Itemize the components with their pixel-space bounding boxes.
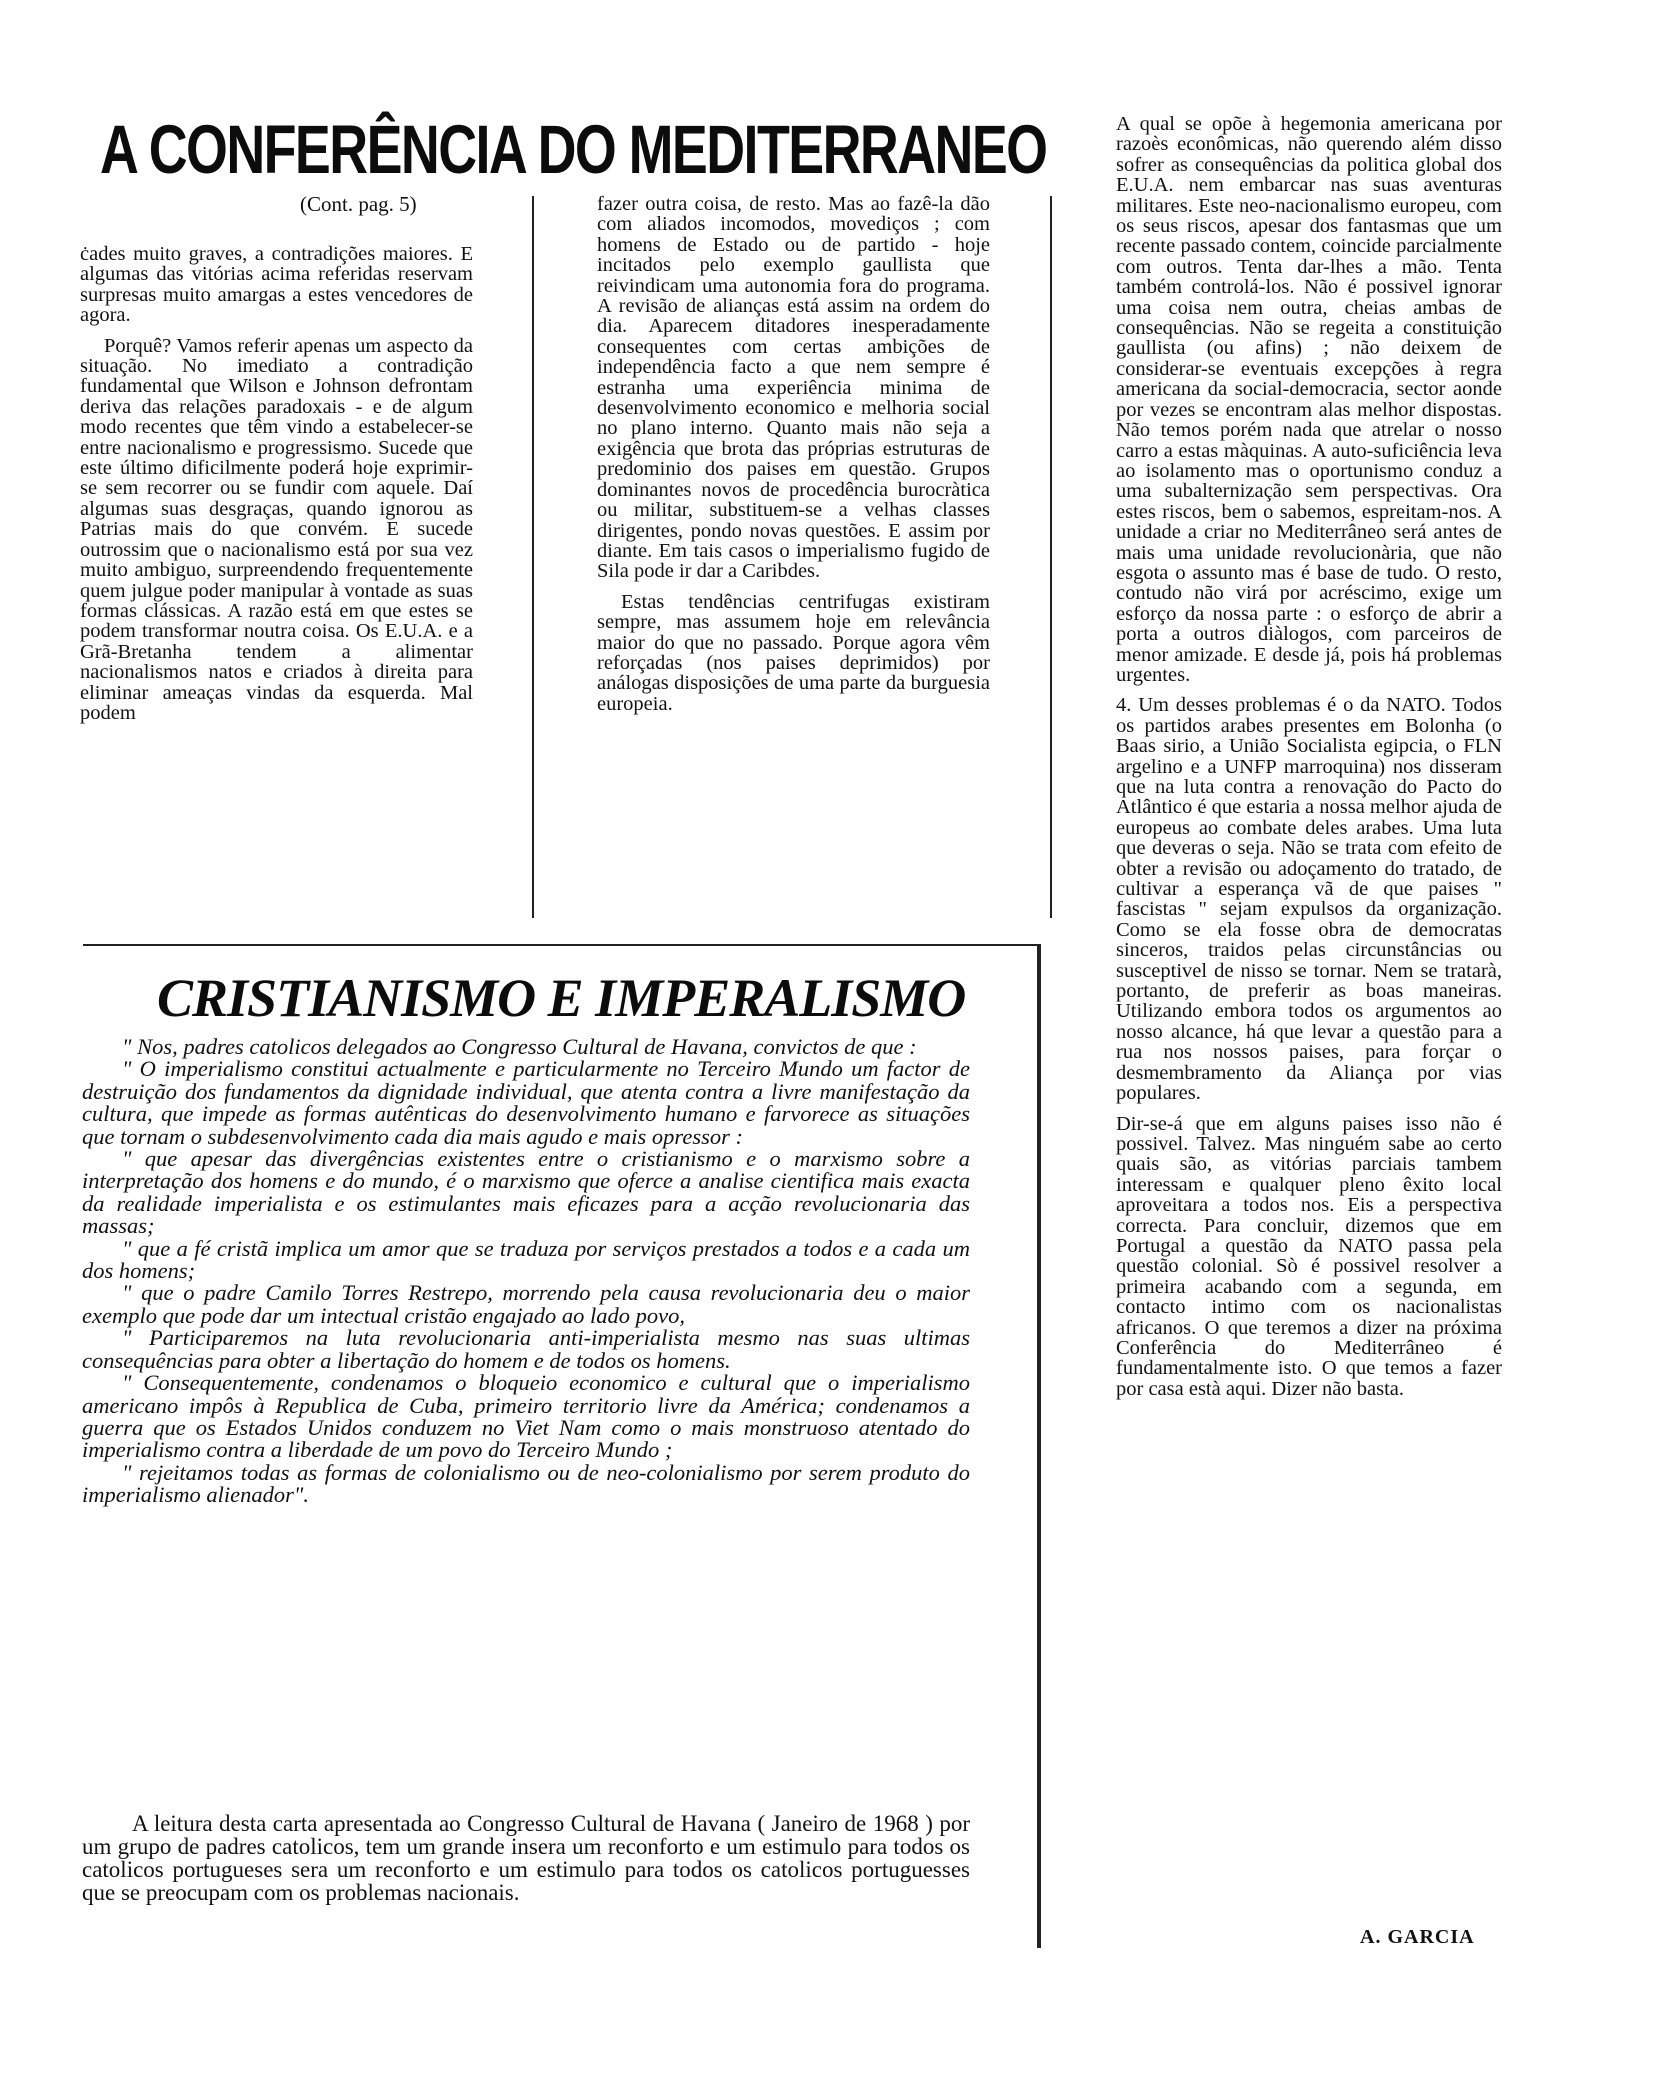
closing-text <box>82 1812 970 1904</box>
article-title: A CONFERÊNCIA DO MEDITERRANEO <box>100 111 1047 188</box>
quote-paragraph: " que o padre Camilo Torres Restrepo, morrendo pela causa revolucionaria deu o maior exemplo que pode dar um intectual cristão engajado ao lado povo, <box>82 1280 970 1328</box>
quote-paragraph: " O imperialismo constitui actualmente e particularmente no Terceiro Mundo um factor de destruição dos fundamentos da dignidade individual, que atenta contra a livre manifestação da cultura, que impede as formas autênticas do desenvolvimento humano e farvorece as situações que tornam o subdesenvolvimento cada dia mais agudo e mais opressor : <box>82 1056 970 1149</box>
paragraph: fazer outra coisa, de resto. Mas ao fazê-la dão com aliados incomodos, movediços ; com homens de Estado ou de partido - hoje incitados pelo exemplo gaullista que reivindicam uma autonomia fora do programa. A revisão de alianças está assim na ordem do dia. Aparecem ditadores inesperadamente consequentes com certas ambições de independência facto a que nem sempre é estranha uma experiência minima de desenvolvimento economico e melhoria social no plano interno. Quanto mais não seja a exigência que brota das próprias estruturas de predominio dos paises em questão. Grupos dominantes novos de procedência burocràtica ou militar, substituem-se a velhas classes dirigentes, pondo novas questões. E assim por diante. Em tais casos o imperialismo fugido de Sila pode ir dar a Caribdes. <box>597 193 990 583</box>
author-signature: A. GARCIA <box>1360 1926 1475 1948</box>
quote-paragraph: " rejeitamos todas as formas de colonialismo ou de neo-colonialismo por serem produto do imperialismo alienador". <box>82 1459 970 1508</box>
continuation-note: (Cont. pag. 5) <box>300 192 417 216</box>
paragraph: A qual se opõe à hegemonia americana por razoès econômicas, não querendo além disso sofrer as consequências da politica global dos E.U.A. nem embarcar nas suas aventuras militares. Este neo-nacionalismo europeu, com os seus riscos, apesar dos fantasmas que um recente passado contem, coincide parcialmente com outros. Tenta dar-lhes a mão. Tenta também controlá-los. Não é possivel ignorar uma coisa nem outra, cheias ambas de consequências. Não se regeita a constituição gaullista (ou afins) ; não deixem de considerar-se eventuais excepções à regra americana da social-democracia, sector aonde por vezes se encontram alas melhor dispostas. Não temos porém nada que atrelar o nosso carro a estas màquinas. A auto-suficiência leva ao isolamento mas o oportunismo conduz a uma subalternização sem perspectivas. Ora estes riscos, bem o sabemos, espreitam-nos. A unidade a criar no Mediterrâneo será antes de mais uma unidade revolucionària, que não esgota o assunto mas é base de tudo. O resto, contudo não virá por acréscimo, exige um esforço da nossa parte : o esforço de abrir a porta a outros diàlogos, com parceiros de menor amizade. E desde já, pois há problemas urgentes. <box>1116 113 1502 686</box>
quote-paragraph: " Nos, padres catolicos delegados ao Congresso Cultural de Havana, convictos de que : <box>122 1034 917 1059</box>
quote-paragraph: " Participaremos na luta revolucionaria anti-imperialista mesmo nas suas ultimas consequências para obter a libertação do homem e de todos os homens. <box>82 1325 970 1373</box>
paragraph: Dir-se-á que em alguns paises isso não é possivel. Talvez. Mas ninguém sabe ao certo quais são, as vitórias parciais tambem interessam e qualquer pleno êxito local aproveitara a todos nos. Eis a perspectiva correcta. Para concluir, dizemos que em Portugal a questão da NATO passa pela questão colonial. Sò é possivel resolver a primeira acabando com a segunda, em contacto intimo com os nacionalistas africanos. O que teremos a dizer na próxima Conferência do Mediterrâneo é fundamentalmente isto. O que temos a fazer por casa està aqui. Dizer não basta. <box>1116 1112 1502 1400</box>
column-divider <box>1050 196 1052 918</box>
quoted-letter <box>82 1036 970 1507</box>
article-column-1 <box>80 244 473 723</box>
paragraph: ċades muito graves, a contradições maiores. E algumas das vitórias acima referidas reservam surpresas muito amargas a estes vencedores de agora. <box>80 243 473 327</box>
article-column-3 <box>1116 114 1502 1399</box>
paragraph: 4. Um desses problemas é o da NATO. Todos os partidos arabes presentes em Bolonha (o Baas sirio, a União Socialista egipcia, o FLN argelino e a UNFP marroquina) nos disseram que na luta contra a renovação do Pacto do Atlântico é que estaria a nossa melhor ajuda de europeus ao combate deles arabes. Uma luta que deveras o seja. Não se trata com efeito de obter a revisão ou adoçamento do tratado, de cultivar a esperança vã de que paises " fascistas " sejam expulsos da organização. Como se ela fosse obra de democratas sinceros, traidos pelas circunstâncias ou susceptivel de nisso se tornar. Nem se tratarà, portanto, de preferir as boas maneiras. Utilizando embora todos os argumentos ao nosso alcance, há que levar a questão para a rua nos nossos paises, para forçar o desmembramento da Aliança por vias populares. <box>1116 694 1502 1105</box>
box-title: CRISTIANISMO E IMPERALISMO <box>157 968 966 1028</box>
article-column-2 <box>597 194 990 714</box>
quote-paragraph: " Consequentemente, condenamos o bloqueio economico e cultural que o imperialismo americano impôs à Republica de Cuba, primeiro territorio livre da América; condenamos a guerra que os Estados Unidos conduzem no Viet Nam como o mais monstruoso atentado do imperialismo contra a liberdade de um povo do Terceiro Mundo ; <box>82 1370 970 1463</box>
column-divider <box>532 196 534 918</box>
quote-paragraph: " que apesar das divergências existentes entre o cristianismo e o marxismo sobre a interpretação dos homens e do mundo, é o marxismo que oferce a analise cientifica mais exacta da realidade imperialista e os estimulantes mais eficazes para a acção revolucionaria das massas; <box>82 1146 970 1239</box>
paragraph: Estas tendências centrifugas existiram sempre, mas assumem hoje em relevância maior do que no passado. Porque agora vêm reforçadas (nos paises deprimidos) por análogas disposições de uma parte da burguesia europeia. <box>597 590 990 715</box>
closing-paragraph: A leitura desta carta apresentada ao Congresso Cultural de Havana ( Janeiro de 1968 ) por um grupo de padres catolicos, tem um grande insera um reconforto e um estimulo para todos os catolicos portugueses sera um reconforto e um estimulo para todos os catolicos portuguesses que se preocupam com os problemas nacionais. <box>82 1811 970 1905</box>
quote-paragraph: " que a fé cristã implica um amor que se traduza por serviços prestados a todos e a cada um dos homens; <box>82 1235 970 1284</box>
box-top-rule <box>83 944 1039 946</box>
paragraph: Porquê? Vamos referir apenas um aspecto da situação. No imediato a contradição fundamental que Wilson e Johnson defrontam deriva das relações paradoxais - e de algum modo recentes que têm vindo a estabelecer-se entre nacionalismo e progressismo. Sucede que este último dificilmente poderá hoje exprimir-se sem recorrer ou se fundir com aquele. Daí algumas suas desgraças, quando ignorou as Patrias mais do que convém. E sucede outrossim que o nacionalismo está por sua vez muito ambiguo, surpreendendo frequentemente quem julgue poder manipular à vontade as suas formas clássicas. A razão está em que estes se podem transformar noutra coisa. Os E.U.A. e a Grã-Bretanha tendem a alimentar nacionalismos natos e criados à direita para eliminar ameaças vindas da esquerda. Mal podem <box>80 334 473 724</box>
box-right-rule <box>1037 944 1041 1948</box>
